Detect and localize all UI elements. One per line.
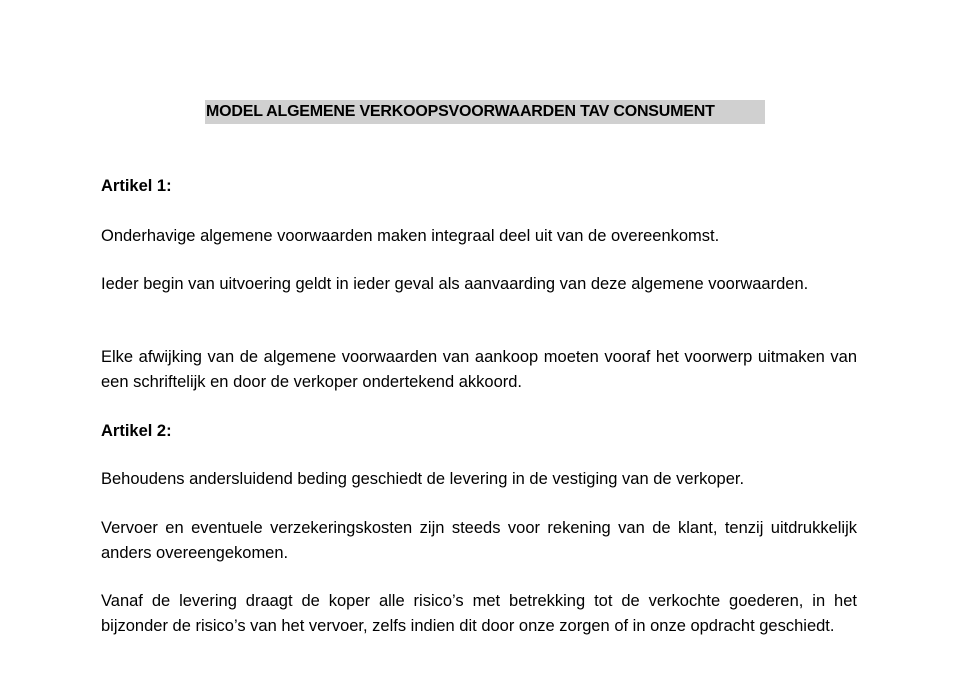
article-2-heading: Artikel 2: xyxy=(101,422,172,440)
paragraph-text: Onderhavige algemene voorwaarden maken integraal deel uit van de overeenkomst. xyxy=(101,227,720,245)
paragraph-text: Vervoer en eventuele verzekeringskosten zijn steeds voor rekening van de klant, tenzij uitdrukkelijk anders overeengekomen. xyxy=(101,519,857,562)
article-1-paragraph-1 xyxy=(101,224,857,249)
paragraph-text: Elke afwijking van de algemene voorwaarden van aankoop moeten vooraf het voorwerp uitmaken van een schriftelijk en door de verkoper ondertekend akkoord. xyxy=(101,348,857,391)
article-1-paragraph-3 xyxy=(101,345,857,394)
article-1-paragraph-2 xyxy=(101,272,857,297)
article-1-heading: Artikel 1: xyxy=(101,177,172,195)
document-title: MODEL ALGEMENE VERKOOPSVOORWAARDEN TAV CONSUMENT xyxy=(205,100,765,124)
article-2-paragraph-3 xyxy=(101,589,857,638)
paragraph-text: Behoudens andersluidend beding geschiedt de levering in de vestiging van de verkoper. xyxy=(101,470,745,488)
paragraph-text: Vanaf de levering draagt de koper alle risico’s met betrekking tot de verkochte goederen, in het bijzonder de risico’s van het vervoer, zelfs indien dit door onze zorgen of in onze opdracht geschiedt. xyxy=(101,592,857,635)
paragraph-text: Ieder begin van uitvoering geldt in ieder geval als aanvaarding van deze algemene voorwaarden. xyxy=(101,275,809,293)
article-2-paragraph-2 xyxy=(101,516,857,565)
article-2-paragraph-1 xyxy=(101,467,857,492)
